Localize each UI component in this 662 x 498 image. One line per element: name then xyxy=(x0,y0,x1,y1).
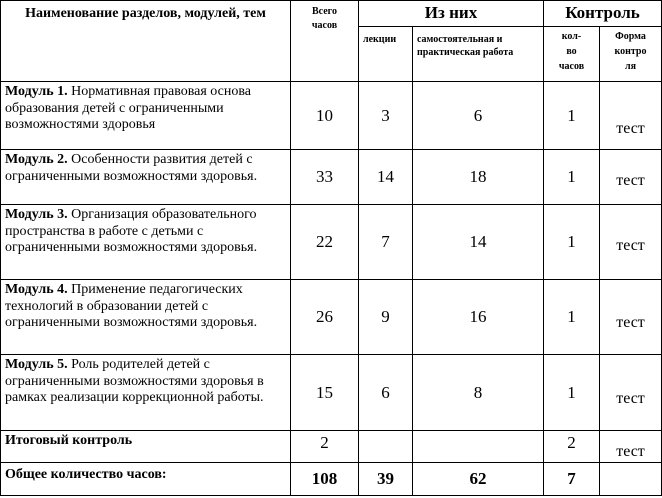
practice-cell: 16 xyxy=(413,280,544,355)
final-total-hours: 2 xyxy=(291,431,359,463)
module-title: Особенности развития детей с ограниченными возможностями здоровья. xyxy=(5,152,258,184)
module-prefix: Модуль 5. xyxy=(5,357,68,372)
module-name xyxy=(1,82,291,150)
header-practice: самостоятельная и практическая работа xyxy=(413,27,544,82)
module-prefix: Модуль 1. xyxy=(5,84,68,99)
control-form-cell: тест xyxy=(600,355,662,431)
total-hours-cell: 22 xyxy=(291,205,359,280)
module-name xyxy=(1,355,291,431)
control-hours-cell: 1 xyxy=(544,150,600,205)
table-row xyxy=(1,205,662,280)
sum-total-hours: 108 xyxy=(291,463,359,496)
module-name xyxy=(1,205,291,280)
sum-practice: 62 xyxy=(413,463,544,496)
final-control-label-text: Итоговый контроль xyxy=(5,433,133,448)
control-hours-cell: 1 xyxy=(544,82,600,150)
header-total-hours-line2: часов xyxy=(311,20,338,31)
sum-row xyxy=(1,463,662,496)
module-title: Применение педагогических технологий в образовании детей с ограниченными возможностями здоровья. xyxy=(5,282,258,330)
sum-control-hours: 7 xyxy=(544,463,600,496)
table-row xyxy=(1,280,662,355)
sum-lectures: 39 xyxy=(359,463,413,496)
header-of-them: Из них xyxy=(359,1,544,27)
total-hours-cell: 26 xyxy=(291,280,359,355)
control-hours-cell: 1 xyxy=(544,205,600,280)
header-control: Контроль xyxy=(544,1,662,27)
final-control-hours: 2 xyxy=(544,431,600,463)
control-form-cell: тест xyxy=(600,82,662,150)
module-name xyxy=(1,150,291,205)
module-prefix: Модуль 4. xyxy=(5,282,68,297)
module-prefix: Модуль 2. xyxy=(5,152,68,167)
header-control-hours xyxy=(544,27,600,82)
header-control-form xyxy=(600,27,662,82)
header-control-hours-line1: кол- xyxy=(561,31,582,42)
control-form-cell: тест xyxy=(600,205,662,280)
lectures-cell: 3 xyxy=(359,82,413,150)
table-row xyxy=(1,150,662,205)
header-control-hours-line2: во xyxy=(566,46,577,57)
header-total-hours-line1: Всего xyxy=(312,6,337,17)
total-hours-cell: 33 xyxy=(291,150,359,205)
final-practice xyxy=(413,431,544,463)
header-name-column: Наименование разделов, модулей, тем xyxy=(1,1,291,82)
total-hours-cell: 10 xyxy=(291,82,359,150)
lectures-cell: 6 xyxy=(359,355,413,431)
header-control-form-line3: ля xyxy=(624,61,637,72)
practice-cell: 14 xyxy=(413,205,544,280)
table-row xyxy=(1,355,662,431)
table-row xyxy=(1,82,662,150)
lectures-cell: 7 xyxy=(359,205,413,280)
header-control-hours-line3: часов xyxy=(558,61,585,72)
module-title: Роль родителей детей с ограниченными возможностями здоровья в рамках реализации коррекционной работы. xyxy=(5,357,264,405)
practice-cell: 8 xyxy=(413,355,544,431)
control-form-cell: тест xyxy=(600,280,662,355)
control-hours-cell: 1 xyxy=(544,280,600,355)
header-control-form-line2: контро xyxy=(614,46,647,57)
header-control-form-line1: Форма xyxy=(615,31,646,42)
module-prefix: Модуль 3. xyxy=(5,207,68,222)
final-control-row xyxy=(1,431,662,463)
module-name xyxy=(1,280,291,355)
practice-cell: 6 xyxy=(413,82,544,150)
sum-control-form xyxy=(600,463,662,496)
lectures-cell: 9 xyxy=(359,280,413,355)
sum-label: Общее количество часов: xyxy=(1,463,291,496)
control-form-cell: тест xyxy=(600,150,662,205)
total-hours-cell: 15 xyxy=(291,355,359,431)
header-lectures: лекции xyxy=(359,27,413,82)
control-hours-cell: 1 xyxy=(544,355,600,431)
final-control-form: тест xyxy=(600,431,662,463)
final-lectures xyxy=(359,431,413,463)
header-total-hours xyxy=(291,1,359,82)
practice-cell: 18 xyxy=(413,150,544,205)
module-title: Организация образовательного пространства в работе с детьми с ограниченными возможностями здоровья. xyxy=(5,207,258,255)
lectures-cell: 14 xyxy=(359,150,413,205)
final-control-label xyxy=(1,431,291,463)
module-title: Нормативная правовая основа образования детей с ограниченными возможностями здоровья xyxy=(5,84,251,132)
